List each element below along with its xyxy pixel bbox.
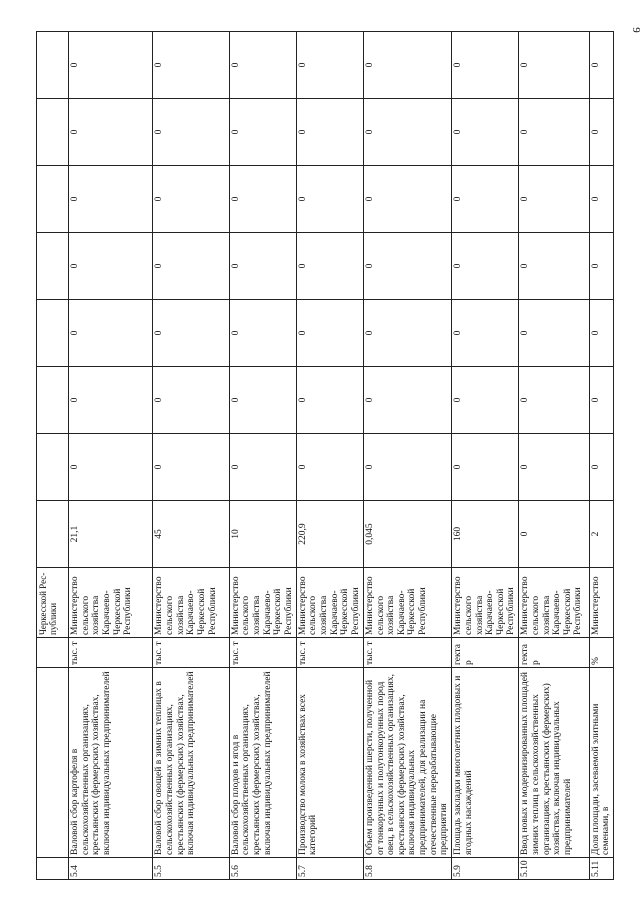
cell-value: 0 [589, 233, 613, 300]
cell-value: 0 [519, 300, 589, 367]
cell-value: 0 [519, 367, 589, 434]
cell-value: 0 [519, 434, 589, 501]
cell-value: 21,1 [69, 501, 153, 568]
cell-name: Валовой сбор картофеля в сельскохозяйственных организациях, крестьянских (фермерских) хозяйствах, включая индивидуальных предпринимателей [69, 668, 153, 858]
cell-code: 5.5 [153, 858, 229, 880]
table-row [363, 32, 451, 880]
cell-value: 0 [69, 233, 153, 300]
cell-code: 5.6 [229, 858, 296, 880]
cell-value [37, 166, 69, 233]
cell-value: 0 [589, 434, 613, 501]
cell-value: 0 [69, 99, 153, 166]
cell-value: 0 [452, 166, 519, 233]
cell-executor: Министерство сельского хозяйства Карачаево-Черкесской Республики [229, 568, 296, 638]
cell-code: 5.10 [519, 858, 589, 880]
cell-name [37, 668, 69, 858]
cell-value: 0 [296, 166, 363, 233]
cell-value: 0 [229, 367, 296, 434]
cell-value: 0 [452, 434, 519, 501]
cell-value [37, 99, 69, 166]
cell-value: 45 [153, 501, 229, 568]
cell-value: 0 [229, 434, 296, 501]
cell-executor: Министерство сельского хозяйства Карачаево-Черкесской Республики [69, 568, 153, 638]
cell-value: 0,045 [363, 501, 451, 568]
cell-executor: Министерство сельского хозяйства Карачаево-Черкесской Республики [363, 568, 451, 638]
cell-value: 0 [363, 166, 451, 233]
cell-value: 0 [452, 233, 519, 300]
cell-value: 0 [153, 300, 229, 367]
cell-name: Ввод новых и модернизированных площадей зимних теплиц в сельскохозяйственных организациях, крестьянских (фермерских) хозяйствах, включая индивидуальных предпринимателей [519, 668, 589, 858]
cell-value [37, 367, 69, 434]
cell-value: 0 [519, 166, 589, 233]
cell-value [37, 434, 69, 501]
cell-value: 0 [519, 99, 589, 166]
cell-value [37, 32, 69, 99]
cell-value [37, 300, 69, 367]
table-row [69, 32, 153, 880]
cell-name: Площадь закладки многолетних плодовых и ягодных насаждений [452, 668, 519, 858]
cell-executor: Министерство [589, 568, 613, 638]
cell-value: 0 [69, 367, 153, 434]
cell-value: 0 [363, 99, 451, 166]
cell-executor: Черкесской Рес-публики [37, 568, 69, 638]
cell-value: 0 [296, 32, 363, 99]
cell-unit: тыс. т [69, 638, 153, 668]
cell-value: 0 [69, 32, 153, 99]
cell-value: 0 [153, 434, 229, 501]
cell-code: 5.8 [363, 858, 451, 880]
table-row [153, 32, 229, 880]
cell-value: 10 [229, 501, 296, 568]
cell-value: 0 [363, 233, 451, 300]
cell-value: 0 [153, 99, 229, 166]
cell-value: 0 [363, 300, 451, 367]
cell-executor: Министерство сельского хозяйства Карачаево-Черкесской Республики [519, 568, 589, 638]
cell-value: 0 [69, 434, 153, 501]
cell-unit: тыс. т [153, 638, 229, 668]
cell-value: 0 [452, 32, 519, 99]
cell-value: 0 [229, 233, 296, 300]
cell-unit: % [589, 638, 613, 668]
cell-code: 5.7 [296, 858, 363, 880]
cell-value: 0 [363, 367, 451, 434]
cell-value: 0 [296, 367, 363, 434]
cell-value: 0 [153, 233, 229, 300]
cell-value: 0 [229, 300, 296, 367]
cell-value: 0 [452, 300, 519, 367]
cell-code: 5.11 [589, 858, 613, 880]
cell-unit: тыс. т [363, 638, 451, 668]
cell-value: 160 [452, 501, 519, 568]
indicator-table-container [36, 32, 614, 880]
cell-name: Доля площади, засеваемой элитными семенами, в [589, 668, 613, 858]
table-row [519, 32, 589, 880]
cell-value: 0 [519, 32, 589, 99]
cell-value: 0 [589, 32, 613, 99]
cell-unit: тыс. т [229, 638, 296, 668]
cell-executor: Министерство сельского хозяйства Карачаево-Черкесской Республики [153, 568, 229, 638]
cell-unit: тыс. т [296, 638, 363, 668]
cell-value: 0 [589, 166, 613, 233]
table-row [296, 32, 363, 880]
cell-value: 0 [296, 434, 363, 501]
cell-code: 5.9 [452, 858, 519, 880]
cell-value [37, 233, 69, 300]
cell-value: 0 [589, 300, 613, 367]
page-number: 9 [629, 27, 641, 33]
cell-unit [37, 638, 69, 668]
cell-value: 0 [229, 99, 296, 166]
cell-value: 0 [452, 99, 519, 166]
cell-value [37, 501, 69, 568]
cell-value: 0 [153, 166, 229, 233]
cell-name: Валовой сбор плодов и ягод в сельскохозяйственных организациях, крестьянских (фермерских) хозяйствах, включая индивидуальных предпринимателей [229, 668, 296, 858]
cell-value: 2 [589, 501, 613, 568]
cell-value: 0 [519, 233, 589, 300]
cell-value: 0 [519, 501, 589, 568]
cell-code: 5.4 [69, 858, 153, 880]
cell-value: 0 [589, 99, 613, 166]
table-row-continuation [37, 32, 69, 880]
cell-name: Объем произведенной шерсти, полученной от тонкорунных и полутонкорунных пород овец, в сельскохозяйственных организациях, крестьянских (фермерских) хозяйствах, включая индивидуальных предпринимателей, для реализации на отечественные перерабатывающие предприятия [363, 668, 451, 858]
cell-value: 0 [69, 300, 153, 367]
cell-value: 0 [452, 367, 519, 434]
cell-unit: гектар [519, 638, 589, 668]
cell-executor: Министерство сельского хозяйства Карачаево-Черкесской Республики [452, 568, 519, 638]
cell-name: Производство молока в хозяйствах всех категорий [296, 668, 363, 858]
table-row [229, 32, 296, 880]
cell-value: 0 [229, 32, 296, 99]
table-row [589, 32, 613, 880]
cell-value: 220,9 [296, 501, 363, 568]
cell-unit: гектар [452, 638, 519, 668]
cell-value: 0 [296, 300, 363, 367]
cell-value: 0 [363, 32, 451, 99]
cell-value: 0 [589, 367, 613, 434]
table-body [37, 32, 614, 880]
cell-value: 0 [69, 166, 153, 233]
cell-value: 0 [229, 166, 296, 233]
cell-executor: Министерство сельского хозяйства Карачаево-Черкесской Республики [296, 568, 363, 638]
cell-value: 0 [296, 233, 363, 300]
cell-value: 0 [363, 434, 451, 501]
cell-value: 0 [296, 99, 363, 166]
cell-value: 0 [153, 367, 229, 434]
cell-code [37, 858, 69, 880]
cell-name: Валовой сбор овощей в зимних теплицах в сельскохозяйственных организациях, крестьянских (фермерских) хозяйствах, включая индивидуальных предпринимателей [153, 668, 229, 858]
indicator-table [36, 31, 614, 880]
table-row [452, 32, 519, 880]
cell-value: 0 [153, 32, 229, 99]
